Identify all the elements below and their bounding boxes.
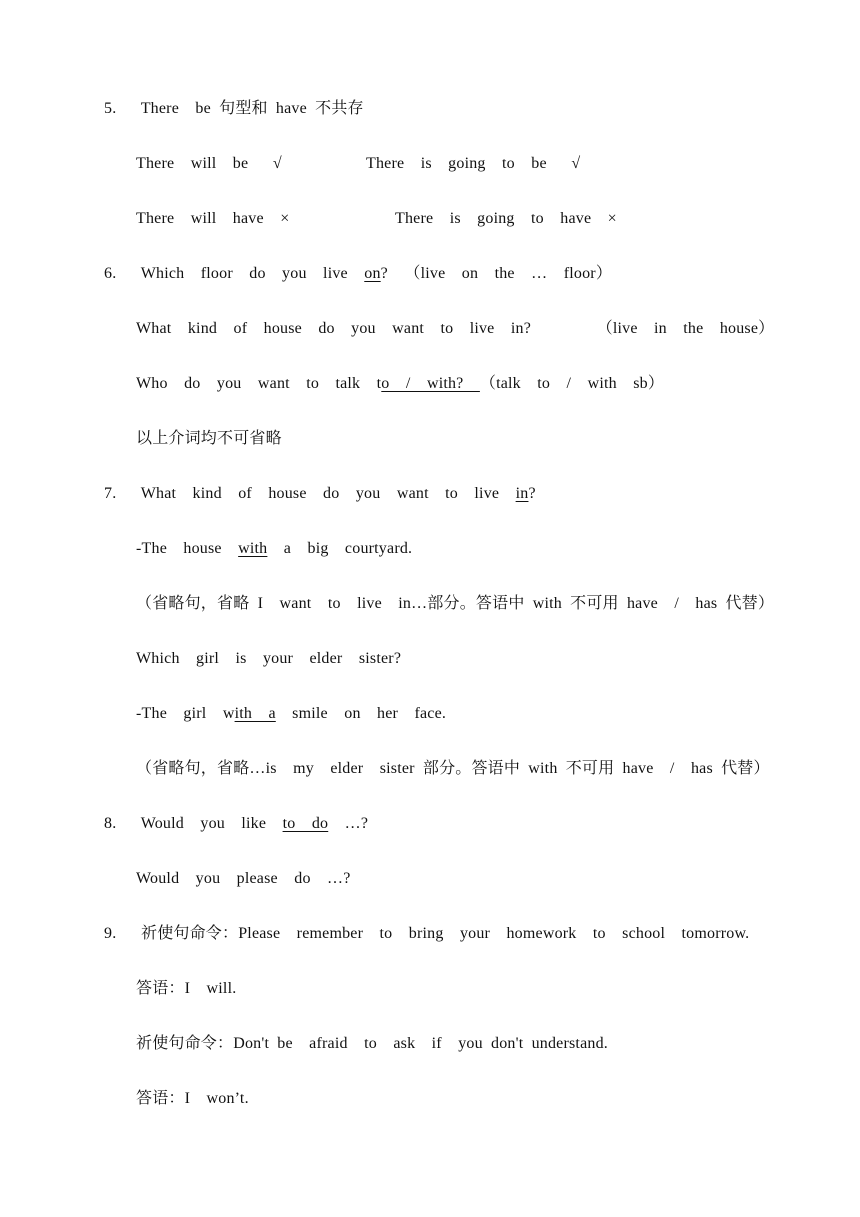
text-segment: ? （live on the … floor） xyxy=(380,265,613,282)
underlined-preposition: o / with? xyxy=(381,375,480,392)
live-in-example: What kind of house do you want to live in? （live in the house） xyxy=(136,320,775,337)
preposition-note: 以上介词均不可省略 xyxy=(136,430,282,447)
talk-to-example xyxy=(136,374,664,394)
there-is-going-to-have-example: There is going to have × xyxy=(395,210,617,227)
elder-sister-question: Which girl is your elder sister? xyxy=(136,650,402,667)
underlined-preposition: in xyxy=(515,485,529,502)
text-segment: …? xyxy=(328,815,369,832)
answer-i-will: 答语：I will. xyxy=(136,980,237,997)
text-segment: （talk to / with sb） xyxy=(479,375,665,392)
text-segment: 8. Would you like xyxy=(104,815,283,832)
would-you-please-example: Would you please do …? xyxy=(136,870,351,887)
there-will-have-example: There will have × xyxy=(136,210,290,227)
text-segment: ? xyxy=(528,485,536,502)
there-is-going-to-be-example: There is going to be √ xyxy=(366,155,581,172)
item-8-heading xyxy=(104,814,368,834)
girl-answer xyxy=(136,704,446,724)
item-7-heading xyxy=(104,484,536,504)
text-segment: smile on her face. xyxy=(275,705,447,722)
text-segment: Who do you want to talk t xyxy=(136,375,382,392)
item-6-heading xyxy=(104,264,612,284)
ellipsis-note-1: （省略句，省略 I want to live in…部分。答语中 with 不可用 have / has 代替） xyxy=(136,595,775,612)
text-segment: a big courtyard. xyxy=(267,540,413,557)
text-segment: 7. What kind of house do you want to live xyxy=(104,485,516,502)
imperative-dont-be-afraid: 祈使句命令：Don't be afraid to ask if you don't understand. xyxy=(136,1035,608,1052)
there-will-be-example: There will be √ xyxy=(136,155,282,172)
item-9-heading: 9. 祈使句命令：Please remember to bring your homework to school tomorrow. xyxy=(104,925,750,942)
text-segment: -The girl w xyxy=(136,705,235,722)
underlined-preposition: with xyxy=(238,540,268,557)
text-segment: -The house xyxy=(136,540,239,557)
answer-i-wont: 答语：I won’t. xyxy=(136,1090,249,1107)
house-answer xyxy=(136,539,412,559)
underlined-preposition: ith a xyxy=(234,705,276,722)
item-5-heading: 5. There be 句型和 have 不共存 xyxy=(104,100,364,117)
text-segment: 6. Which floor do you live xyxy=(104,265,365,282)
ellipsis-note-2: （省略句，省略…is my elder sister 部分。答语中 with 不可用 have / has 代替） xyxy=(136,760,770,777)
underlined-preposition: on xyxy=(364,265,381,282)
underlined-phrase: to do xyxy=(282,815,329,832)
